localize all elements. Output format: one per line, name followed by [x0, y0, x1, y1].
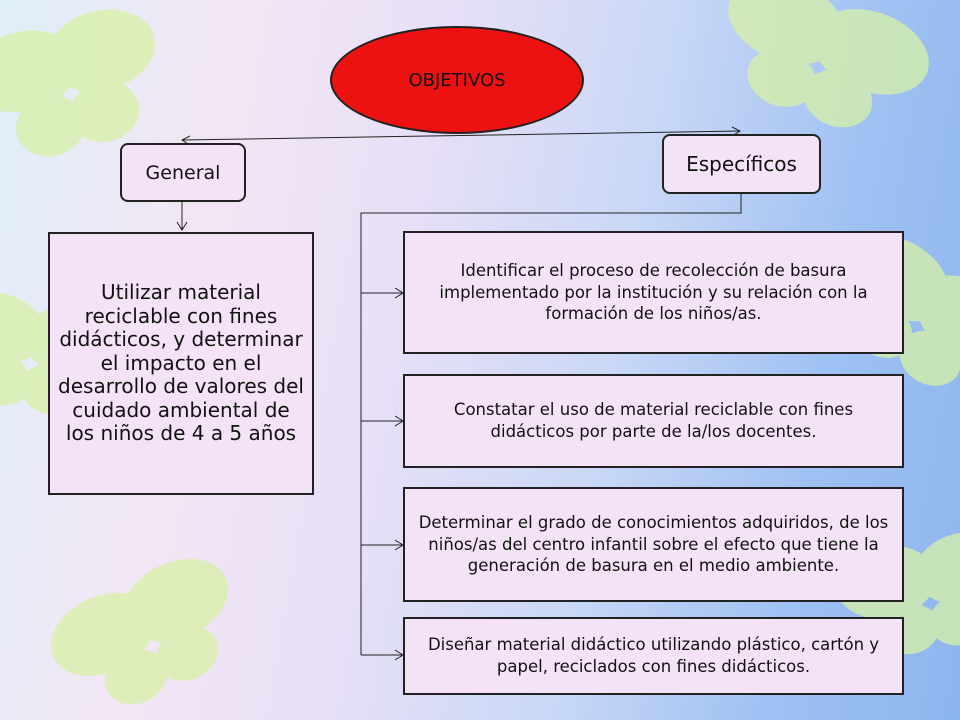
- root-node-objetivos: [330, 26, 584, 134]
- root-node-label: OBJETIVOS: [408, 69, 506, 91]
- general-node: [120, 143, 246, 202]
- specific-objective-text-2: Constatar el uso de material reciclable con fines didácticos por parte de la/los docentes.: [453, 400, 854, 441]
- specific-objective-box-2: [403, 374, 904, 468]
- specific-objective-text-4: Diseñar material didáctico utilizando plástico, cartón y papel, reciclados con fines didácticos.: [427, 635, 880, 676]
- general-objective-box: [48, 232, 314, 495]
- specific-objective-box-3: [403, 487, 904, 602]
- specific-objective-box-4: [403, 617, 904, 695]
- specific-objective-text-3: Determinar el grado de conocimientos adquiridos, de los niños/as del centro infantil sobre el efecto que tiene la generación de basura en el medio ambiente.: [418, 512, 889, 576]
- especificos-node-label: Específicos: [686, 152, 797, 176]
- specific-objective-box-1: [403, 231, 904, 354]
- general-objective-text: Utilizar material reciclable con fines didácticos, y determinar el impacto en el desarrollo de valores del cuidado ambiental de los niños de 4 a 5 años: [58, 279, 304, 446]
- especificos-node: [662, 134, 821, 194]
- specific-objective-text-1: Identificar el proceso de recolección de basura implementado por la institución y su relación con la formación de los niños/as.: [439, 260, 868, 324]
- general-node-label: General: [145, 161, 221, 184]
